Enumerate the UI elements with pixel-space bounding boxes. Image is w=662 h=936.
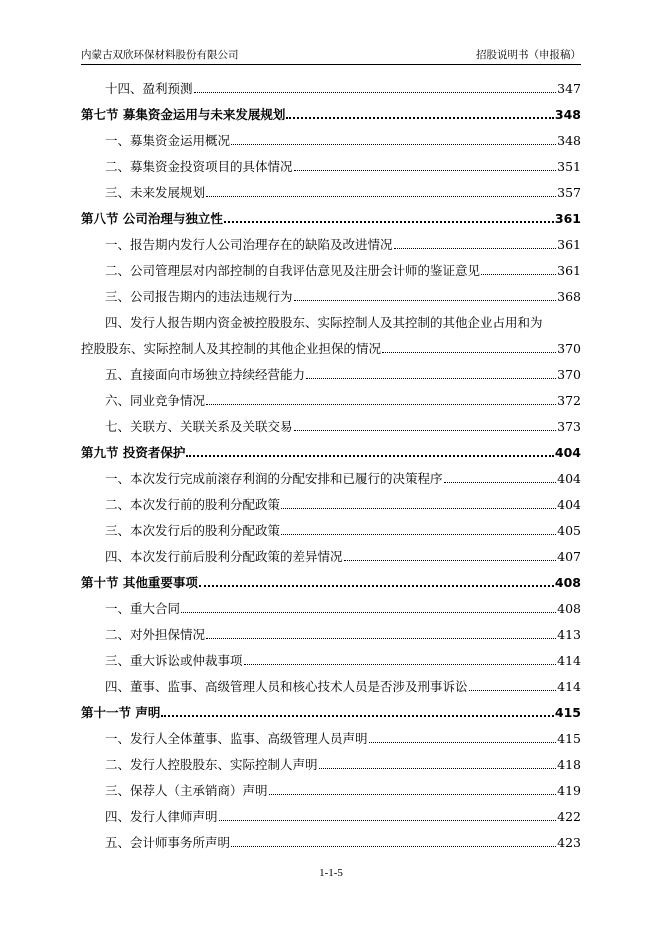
toc-entry-title: 二、发行人控股股东、实际控制人声明 — [105, 757, 318, 772]
toc-dot-leader — [244, 664, 557, 665]
toc-page-number: 348 — [557, 132, 581, 148]
toc-entry[interactable] — [81, 231, 581, 257]
toc-entry[interactable] — [81, 413, 581, 439]
toc-page-number: 414 — [557, 678, 581, 694]
toc-page-number: 370 — [557, 366, 581, 382]
toc-entry[interactable] — [81, 803, 581, 829]
toc-dot-leader — [219, 820, 557, 821]
toc-entry-title: 第八节 公司治理与独立性 — [81, 211, 223, 226]
toc-entry-title: 一、发行人全体董事、监事、高级管理人员声明 — [105, 731, 368, 746]
toc-page-number: 368 — [557, 288, 581, 304]
toc-entry-title: 第十节 其他重要事项 — [81, 575, 198, 590]
toc-entry-title: 三、重大诉讼或仲裁事项 — [105, 653, 243, 668]
toc-dot-leader — [231, 144, 556, 145]
toc-page-number: 361 — [557, 236, 581, 252]
toc-dot-leader — [344, 560, 557, 561]
toc-dot-leader — [269, 794, 557, 795]
toc-dot-leader — [206, 196, 556, 197]
toc-page-number: 419 — [557, 782, 581, 798]
toc-entry-title: 六、同业竞争情况 — [105, 393, 206, 408]
toc-entry-title: 第九节 投资者保护 — [81, 445, 186, 460]
toc-page-number: 408 — [557, 600, 581, 616]
toc-entry-title: 二、公司管理层对内部控制的自我评估意见及注册会计师的鉴证意见 — [105, 263, 481, 278]
toc-dot-leader — [161, 715, 554, 717]
toc-entry-title: 二、募集资金投资项目的具体情况 — [105, 159, 293, 174]
toc-entry[interactable] — [81, 153, 581, 179]
toc-page-number: 408 — [554, 574, 581, 590]
toc-dot-leader — [294, 170, 557, 171]
toc-entry-title: 五、直接面向市场独立持续经营能力 — [105, 367, 306, 382]
toc-dot-leader — [224, 221, 554, 223]
toc-dot-leader — [294, 430, 557, 431]
toc-entry[interactable] — [81, 829, 581, 855]
toc-page-number: 422 — [557, 808, 581, 824]
header-divider — [81, 64, 581, 65]
toc-entry[interactable] — [81, 361, 581, 387]
toc-dot-leader — [294, 300, 557, 301]
toc-page-number: 404 — [554, 444, 581, 460]
toc-entry-title: 七、关联方、关联关系及关联交易 — [105, 419, 293, 434]
toc-entry[interactable] — [81, 491, 581, 517]
toc-dot-leader — [194, 92, 557, 93]
toc-dot-leader — [481, 274, 556, 275]
toc-dot-leader — [382, 352, 556, 353]
toc-section-entry[interactable] — [81, 569, 581, 595]
toc-entry[interactable] — [81, 647, 581, 673]
table-of-contents — [81, 75, 581, 855]
toc-entry[interactable] — [81, 673, 581, 699]
toc-page-number: 404 — [557, 470, 581, 486]
toc-dot-leader — [444, 482, 557, 483]
toc-entry-title: 第七节 募集资金运用与未来发展规划 — [81, 107, 286, 122]
toc-entry[interactable] — [81, 725, 581, 751]
toc-page-number: 423 — [557, 834, 581, 850]
page-header — [81, 44, 581, 64]
toc-page-number: 415 — [557, 730, 581, 746]
toc-entry[interactable] — [81, 75, 581, 101]
toc-page-number: 372 — [557, 392, 581, 408]
toc-section-entry[interactable] — [81, 699, 581, 725]
toc-page-number: 418 — [557, 756, 581, 772]
toc-dot-leader — [394, 248, 557, 249]
toc-page-number: 348 — [554, 106, 581, 122]
toc-dot-leader — [199, 585, 554, 587]
toc-entry-title: 一、报告期内发行人公司治理存在的缺陷及改进情况 — [105, 237, 393, 252]
toc-entry-title: 控股股东、实际控制人及其控制的其他企业担保的情况 — [81, 341, 382, 356]
toc-page-number: 361 — [554, 210, 581, 226]
toc-dot-leader — [231, 846, 556, 847]
toc-entry-title: 三、本次发行后的股利分配政策 — [105, 523, 281, 538]
toc-entry[interactable] — [81, 751, 581, 777]
toc-page-number: 415 — [554, 704, 581, 720]
toc-page-number: 347 — [557, 80, 581, 96]
toc-dot-leader — [186, 455, 554, 457]
toc-page-number: 405 — [557, 522, 581, 538]
toc-dot-leader — [319, 768, 557, 769]
toc-entry[interactable] — [81, 179, 581, 205]
toc-dot-leader — [181, 612, 556, 613]
toc-entry-title: 一、本次发行完成前滚存利润的分配安排和已履行的决策程序 — [105, 471, 443, 486]
toc-dot-leader — [206, 404, 556, 405]
toc-section-entry[interactable] — [81, 101, 581, 127]
toc-entry[interactable] — [81, 309, 581, 335]
toc-page-number: 351 — [557, 158, 581, 174]
toc-entry-title: 四、发行人律师声明 — [105, 809, 218, 824]
toc-page-number: 407 — [557, 548, 581, 564]
toc-entry-title: 三、保荐人（主承销商）声明 — [105, 783, 268, 798]
toc-entry-title: 三、未来发展规划 — [105, 185, 206, 200]
toc-entry-title: 五、会计师事务所声明 — [105, 835, 231, 850]
toc-dot-leader — [281, 534, 556, 535]
toc-page-number: 370 — [557, 340, 581, 356]
toc-entry[interactable] — [81, 543, 581, 569]
toc-entry[interactable] — [81, 127, 581, 153]
toc-entry-title: 十四、盈利预测 — [105, 81, 193, 96]
toc-dot-leader — [306, 378, 556, 379]
toc-entry-title: 四、发行人报告期内资金被控股股东、实际控制人及其控制的其他企业占用和为 — [105, 315, 543, 330]
toc-page-number: 413 — [557, 626, 581, 642]
toc-entry-title: 二、本次发行前的股利分配政策 — [105, 497, 281, 512]
toc-entry[interactable] — [81, 517, 581, 543]
toc-dot-leader — [206, 638, 556, 639]
toc-page-number: 361 — [557, 262, 581, 278]
toc-section-entry[interactable] — [81, 439, 581, 465]
toc-entry[interactable] — [81, 257, 581, 283]
toc-entry[interactable] — [81, 621, 581, 647]
header-document-title: 招股说明书（申报稿） — [476, 49, 581, 61]
toc-dot-leader — [469, 690, 557, 691]
toc-entry-title: 一、重大合同 — [105, 601, 181, 616]
page-number: 1-1-5 — [319, 867, 343, 879]
toc-entry-continued[interactable] — [81, 335, 581, 361]
toc-page-number: 373 — [557, 418, 581, 434]
toc-section-entry[interactable] — [81, 205, 581, 231]
toc-dot-leader — [286, 117, 554, 119]
toc-entry-title: 二、对外担保情况 — [105, 627, 206, 642]
toc-entry-title: 三、公司报告期内的违法违规行为 — [105, 289, 293, 304]
toc-entry[interactable] — [81, 777, 581, 803]
toc-entry[interactable] — [81, 595, 581, 621]
toc-entry-title: 一、募集资金运用概况 — [105, 133, 231, 148]
toc-entry-title: 第十一节 声明 — [81, 705, 161, 720]
toc-entry-title: 四、本次发行前后股利分配政策的差异情况 — [105, 549, 343, 564]
toc-entry-title: 四、董事、监事、高级管理人员和核心技术人员是否涉及刑事诉讼 — [105, 679, 468, 694]
toc-page-number: 404 — [557, 496, 581, 512]
toc-page-number: 357 — [557, 184, 581, 200]
header-company-name: 内蒙古双欣环保材料股份有限公司 — [81, 49, 239, 61]
toc-entry[interactable] — [81, 283, 581, 309]
toc-page-number: 414 — [557, 652, 581, 668]
toc-dot-leader — [281, 508, 556, 509]
toc-entry[interactable] — [81, 465, 581, 491]
toc-entry[interactable] — [81, 387, 581, 413]
toc-dot-leader — [369, 742, 557, 743]
